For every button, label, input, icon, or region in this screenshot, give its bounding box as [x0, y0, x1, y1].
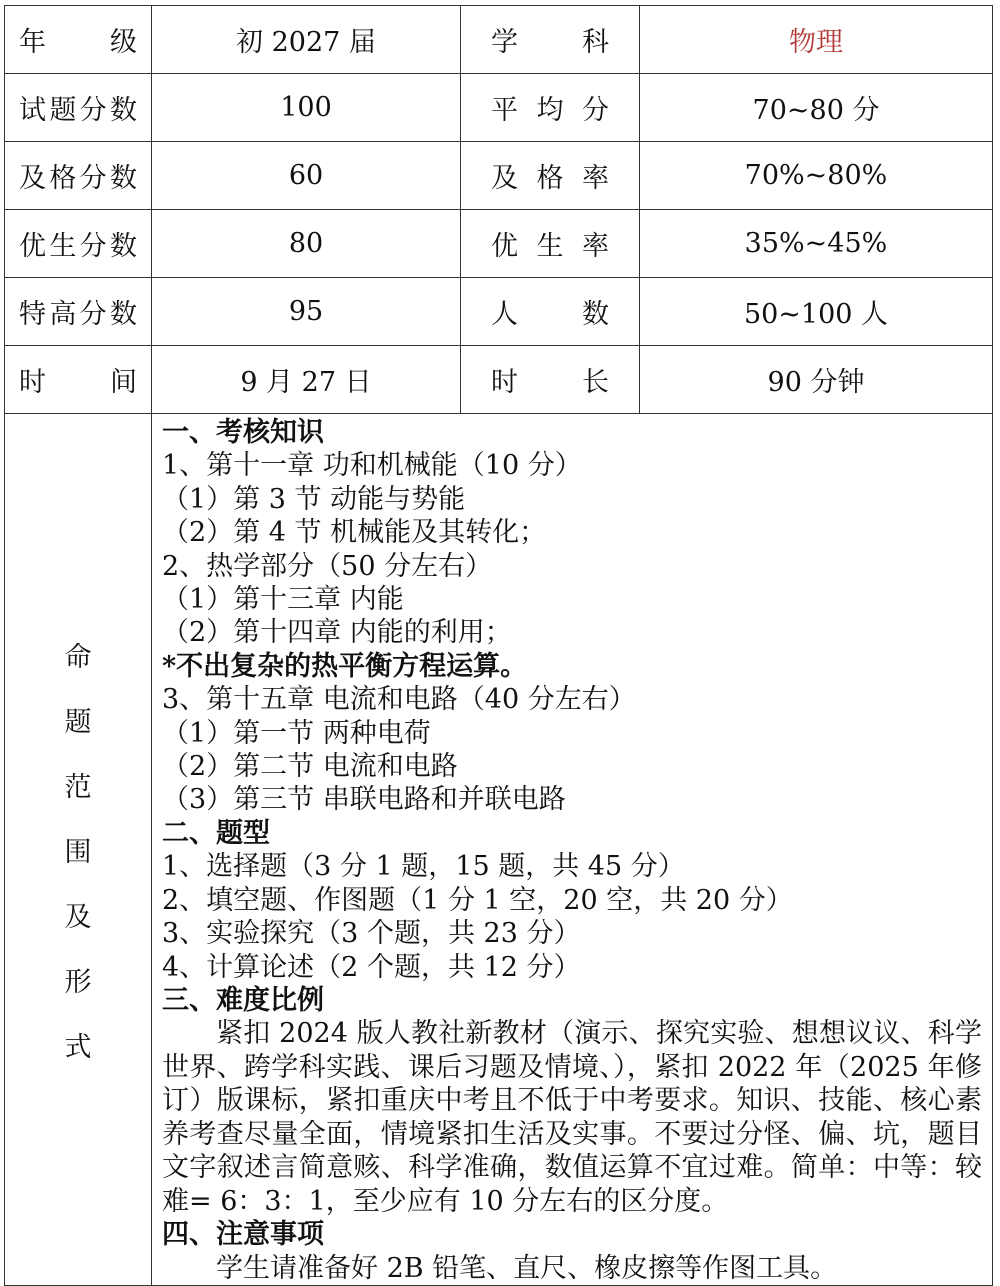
- question-type-line: 1、选择题（3 分 1 题，15 题，共 45 分）: [162, 851, 685, 883]
- row-time: [5, 346, 993, 414]
- label-headcount: 人 数: [461, 278, 640, 346]
- row-pass-score: [5, 142, 993, 210]
- knowledge-line: （1）第十三章 内能: [162, 584, 404, 616]
- value-average: 70~80 分: [640, 74, 993, 142]
- section-title-notes: 四、注意事项: [162, 1219, 324, 1251]
- scope-label-cell: [5, 414, 152, 1286]
- knowledge-line: （3）第三节 串联电路和并联电路: [162, 784, 566, 816]
- knowledge-line: 2、热学部分（50 分左右）: [162, 550, 493, 582]
- question-type-line: 4、计算论述（2 个题，共 12 分）: [162, 951, 581, 983]
- value-excellent-rate: 35%~45%: [640, 210, 993, 278]
- value-total-score: 100: [152, 74, 461, 142]
- scope-content-cell: [152, 414, 993, 1286]
- difficulty-paragraph: 紧扣 2024 版人教社新教材（演示、探究实验、想想议议、科学世界、跨学科实践、课后习题及情境、），紧扣 2022 年（2025 年修订）版课标，紧扣重庆中考且不低于中考要求。知识、技能、核心素养考查尽量全面，情境紧扣生活及实事。不要过分怪、偏、坑，题目文字叙述言简意赅、科学准确，数值运算不宜过难。简单：中等：较难= 6：3：1，至少应有 10 分左右的区分度。: [162, 1018, 982, 1217]
- label-duration: 时 长: [461, 346, 640, 414]
- scope-label-char: 形: [64, 967, 92, 999]
- section-title-knowledge: 一、考核知识: [162, 417, 324, 448]
- label-excellent-rate: 优 生 率: [461, 210, 640, 278]
- label-subject: 学 科: [461, 6, 640, 74]
- knowledge-line: （2）第十四章 内能的利用；: [162, 617, 512, 649]
- value-subject: 物理: [640, 6, 993, 74]
- knowledge-line: 3、第十五章 电流和电路（40 分左右）: [162, 684, 636, 716]
- label-pass-rate: 及 格 率: [461, 142, 640, 210]
- exam-spec-sheet: [4, 5, 992, 1284]
- scope-label-char: 范: [64, 772, 92, 804]
- knowledge-line: 1、第十一章 功和机械能（10 分）: [162, 450, 582, 482]
- knowledge-line: （2）第 4 节 机械能及其转化；: [162, 517, 547, 549]
- scope-label-char: 式: [64, 1032, 92, 1064]
- scope-label-char: 题: [64, 707, 92, 739]
- label-total-score: 试题分数: [5, 74, 152, 142]
- scope-label-char: 及: [64, 902, 92, 934]
- value-pass-score: 60: [152, 142, 461, 210]
- row-excellent-score: [5, 210, 993, 278]
- label-average: 平 均 分: [461, 74, 640, 142]
- label-top-score: 特高分数: [5, 278, 152, 346]
- row-scope: [5, 414, 993, 1286]
- value-top-score: 95: [152, 278, 461, 346]
- row-grade: [5, 6, 993, 74]
- value-pass-rate: 70%~80%: [640, 142, 993, 210]
- row-top-score: [5, 278, 993, 346]
- label-grade: 年 级: [5, 6, 152, 74]
- value-date: 9 月 27 日: [152, 346, 461, 414]
- value-excellent-score: 80: [152, 210, 461, 278]
- notes-paragraph: 学生请准备好 2B 铅笔、直尺、橡皮擦等作图工具。: [216, 1252, 838, 1284]
- section-title-difficulty: 三、难度比例: [162, 984, 324, 1016]
- question-type-line: 2、填空题、作图题（1 分 1 空，20 空，共 20 分）: [162, 884, 793, 916]
- question-type-line: 3、实验探究（3 个题，共 23 分）: [162, 918, 581, 950]
- scope-label-char: 围: [64, 837, 92, 869]
- knowledge-line: （1）第 3 节 动能与势能: [162, 483, 466, 515]
- exam-spec-table: [4, 5, 993, 1286]
- row-total-score: [5, 74, 993, 142]
- label-excellent-score: 优生分数: [5, 210, 152, 278]
- knowledge-line: （2）第二节 电流和电路: [162, 751, 458, 783]
- value-headcount: 50~100 人: [640, 278, 993, 346]
- label-date: 时 间: [5, 346, 152, 414]
- label-pass-score: 及格分数: [5, 142, 152, 210]
- knowledge-note: *不出复杂的热平衡方程运算。: [162, 650, 528, 682]
- section-title-question-types: 二、题型: [162, 817, 270, 849]
- value-grade: 初 2027 届: [152, 6, 461, 74]
- scope-label-vertical: [5, 635, 151, 1064]
- scope-label-char: 命: [64, 642, 92, 674]
- value-duration: 90 分钟: [640, 346, 993, 414]
- knowledge-line: （1）第一节 两种电荷: [162, 717, 431, 749]
